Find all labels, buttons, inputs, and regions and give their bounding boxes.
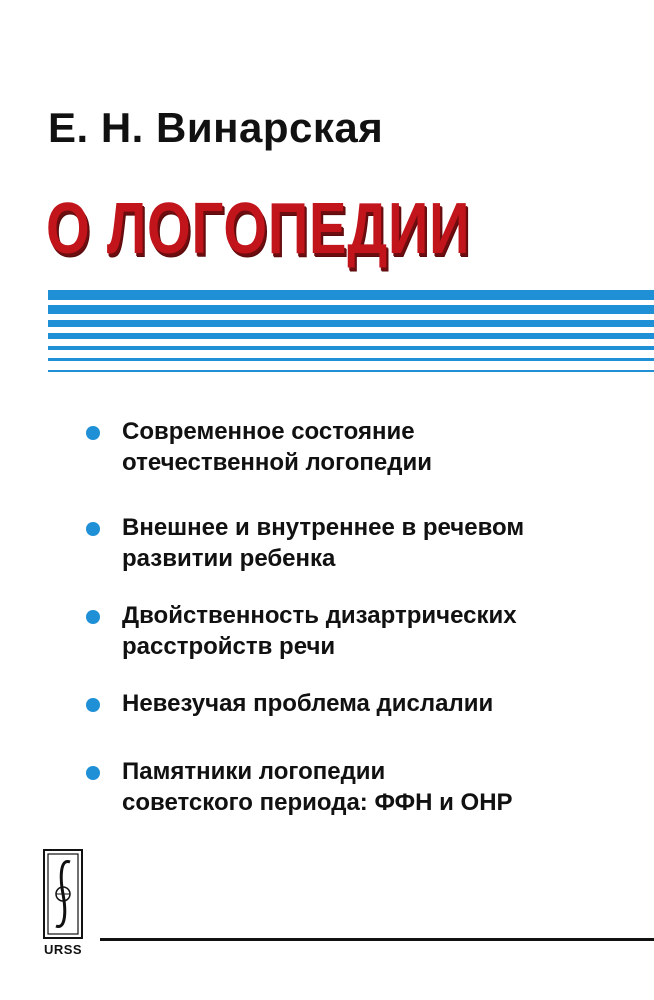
- stripe: [48, 305, 654, 314]
- publisher-name: URSS: [43, 942, 83, 957]
- stripe: [48, 358, 654, 361]
- publisher-logo: [30, 848, 96, 956]
- stripe: [48, 333, 654, 339]
- bullet-icon: [86, 698, 100, 712]
- bullet-text: Памятники логопедии советского периода: ФФН и ОНР: [122, 758, 513, 816]
- bullet-icon: [86, 610, 100, 624]
- bullet-icon: [86, 766, 100, 780]
- bullet-icon: [86, 522, 100, 536]
- author-name: Е. Н. Винарская: [48, 104, 384, 151]
- stripe: [48, 346, 654, 350]
- stripe: [48, 320, 654, 327]
- integral-icon: [30, 848, 96, 940]
- stripe: [48, 370, 654, 372]
- bullet-text: Современное состояние отечественной логопедии: [122, 418, 433, 476]
- bullet-text: Двойственность дизартрических расстройств речи: [122, 602, 517, 660]
- bullet-text: Невезучая проблема дислалии: [122, 690, 494, 717]
- bullet-icon: [86, 426, 100, 440]
- book-title: О ЛОГОПЕДИИ: [46, 189, 471, 269]
- bullet-text: Внешнее и внутреннее в речевом развитии ребенка: [122, 514, 525, 572]
- bottom-rule: [100, 938, 654, 941]
- stripe: [48, 290, 654, 300]
